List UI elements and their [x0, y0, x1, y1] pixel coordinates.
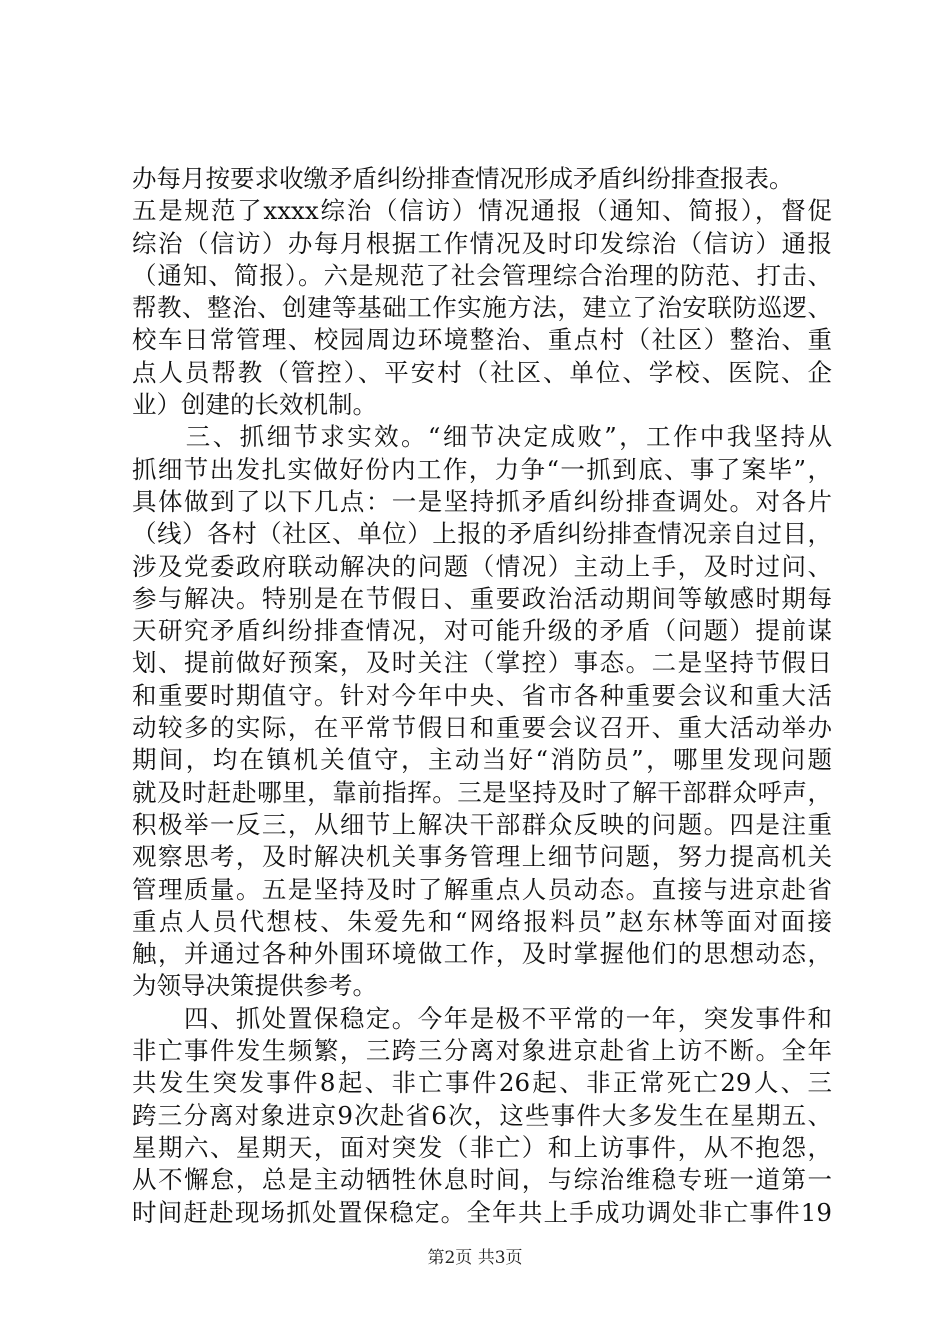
text-line: 期间，均在镇机关值守，主动当好“消防员”，哪里发现问题 [132, 745, 832, 775]
text-line: 跨三分离对象进京9次赴省6次，这些事件大多发生在星期五、 [132, 1100, 832, 1130]
text-line: 观察思考，及时解决机关事务管理上细节问题，努力提高机关 [132, 842, 832, 872]
text-line: 天研究矛盾纠纷排查情况，对可能升级的矛盾（问题）提前谋 [132, 616, 832, 646]
text-line: 从不懈怠，总是主动牺牲休息时间，与综治维稳专班一道第一 [132, 1165, 832, 1195]
text-line: 和重要时期值守。针对今年中央、省市各种重要会议和重大活 [132, 680, 832, 710]
text-line: 帮教、整治、创建等基础工作实施方法，建立了治安联防巡逻、 [132, 293, 832, 323]
text-line: 积极举一反三，从细节上解决干部群众反映的问题。四是注重 [132, 809, 832, 839]
text-line: 为领导决策提供参考。 [132, 971, 377, 1001]
text-line: 五是规范了xxxx综治（信访）情况通报（通知、简报），督促 [132, 196, 832, 226]
text-line: 三、抓细节求实效。“细节决定成败”，工作中我坚持从 [132, 422, 832, 452]
text-line: 触，并通过各种外围环境做工作，及时掌握他们的思想动态， [132, 939, 832, 969]
text-line: 非亡事件发生频繁，三跨三分离对象进京赴省上访不断。全年 [132, 1036, 832, 1066]
text-line: 校车日常管理、校园周边环境整治、重点村（社区）整治、重 [132, 325, 832, 355]
text-line: 具体做到了以下几点：一是坚持抓矛盾纠纷排查调处。对各片 [132, 486, 832, 516]
text-line: 管理质量。五是坚持及时了解重点人员动态。直接与进京赴省 [132, 874, 832, 904]
page-footer: 第2页 共3页 [427, 1248, 523, 1268]
text-line: 重点人员代想枝、朱爱先和“网络报料员”赵东林等面对面接 [132, 906, 832, 936]
text-line: 点人员帮教（管控）、平安村（社区、单位、学校、医院、企 [132, 357, 832, 387]
text-line: 动较多的实际，在平常节假日和重要会议召开、重大活动举办 [132, 713, 832, 743]
text-line: 业）创建的长效机制。 [132, 390, 377, 420]
text-line: 共发生突发事件8起、非亡事件26起、非正常死亡29人、三 [132, 1068, 832, 1098]
text-line: （线）各村（社区、单位）上报的矛盾纠纷排查情况亲自过目， [132, 519, 832, 549]
text-line: 抓细节出发扎实做好份内工作，力争“一抓到底、事了案毕”， [132, 454, 832, 484]
text-line: 涉及党委政府联动解决的问题（情况）主动上手，及时过问、 [132, 551, 832, 581]
text-line: 星期六、星期天，面对突发（非亡）和上访事件，从不抱怨， [132, 1132, 832, 1162]
text-line: 综治（信访）办每月根据工作情况及时印发综治（信访）通报 [132, 228, 832, 258]
text-line: 办每月按要求收缴矛盾纠纷排查情况形成矛盾纠纷排查报表。 [132, 164, 794, 193]
body-text [132, 163, 832, 1229]
text-line: 就及时赶赴哪里，靠前指挥。三是坚持及时了解干部群众呼声， [132, 777, 832, 807]
text-line: 参与解决。特别是在节假日、重要政治活动期间等敏感时期每 [132, 583, 832, 613]
text-line: （通知、简报）。六是规范了社会管理综合治理的防范、打击、 [132, 260, 832, 290]
text-line: 四、抓处置保稳定。今年是极不平常的一年，突发事件和 [132, 1003, 832, 1033]
text-line: 划、提前做好预案，及时关注（掌控）事态。二是坚持节假日 [132, 648, 832, 678]
text-line: 时间赶赴现场抓处置保稳定。全年共上手成功调处非亡事件19 [132, 1197, 832, 1227]
